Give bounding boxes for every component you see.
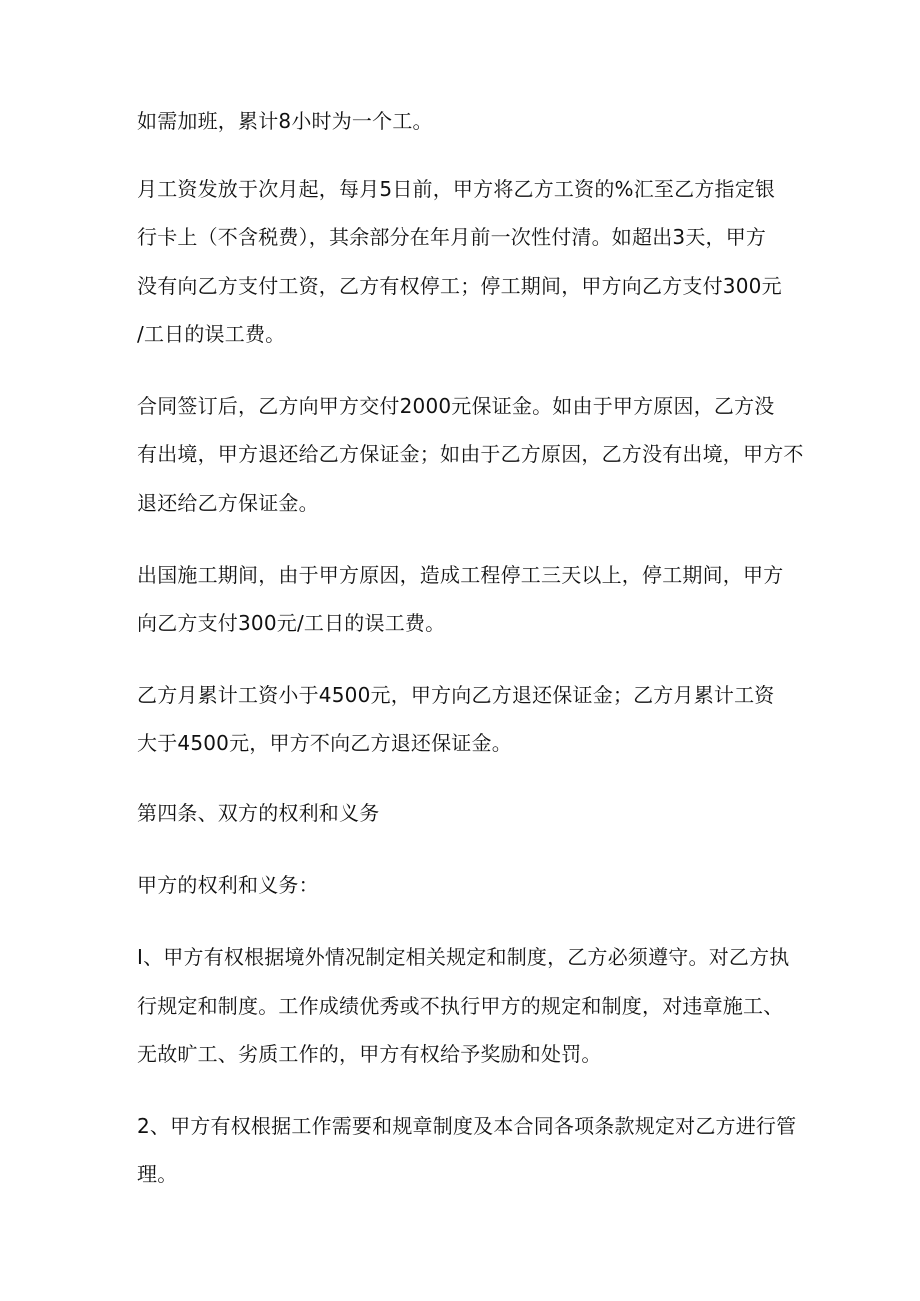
paragraph-line: 大于4500元，甲方不向乙方退还保证金。 xyxy=(137,731,512,755)
section-heading: 第四条、双方的权利和义务 xyxy=(137,801,380,825)
paragraph-line: 出国施工期间，由于甲方原因，造成工程停工三天以上，停工期间，甲方 xyxy=(137,563,784,587)
paragraph-line: 乙方月累计工资小于4500元，甲方向乙方退还保证金；乙方月累计工资 xyxy=(137,683,775,707)
subsection-heading: 甲方的权利和义务： xyxy=(137,873,319,897)
paragraph-line: 行规定和制度。工作成绩优秀或不执行甲方的规定和制度，对违章施工、 xyxy=(137,994,784,1018)
paragraph-line: 合同签订后，乙方向甲方交付2000元保证金。如由于甲方原因，乙方没 xyxy=(137,394,775,418)
paragraph-line: 有出境，甲方退还给乙方保证金；如由于乙方原因，乙方没有出境，甲方不 xyxy=(137,442,804,466)
paragraph-line: 无故旷工、劣质工作的，甲方有权给予奖励和处罚。 xyxy=(137,1042,602,1066)
paragraph-line: 月工资发放于次月起，每月5日前，甲方将乙方工资的%汇至乙方指定银 xyxy=(137,177,776,201)
paragraph-line: 没有向乙方支付工资，乙方有权停工；停工期间，甲方向乙方支付300元 xyxy=(137,274,782,298)
paragraph-line: 退还给乙方保证金。 xyxy=(137,491,319,515)
paragraph-line: 行卡上（不含税费），其余部分在年月前一次性付清。如超出3天，甲方 xyxy=(137,225,767,249)
paragraph-line: /工日的误工费。 xyxy=(137,322,286,346)
paragraph-line: 理。 xyxy=(137,1162,178,1186)
paragraph-line: I、甲方有权根据境外情况制定相关规定和制度，乙方必须遵守。对乙方执 xyxy=(137,945,790,969)
paragraph-line: 如需加班，累计8小时为一个工。 xyxy=(137,109,433,133)
paragraph-line: 向乙方支付300元/工日的误工费。 xyxy=(137,611,446,635)
paragraph-line: 2、甲方有权根据工作需要和规章制度及本合同各项条款规定对乙方进行管 xyxy=(137,1114,797,1138)
